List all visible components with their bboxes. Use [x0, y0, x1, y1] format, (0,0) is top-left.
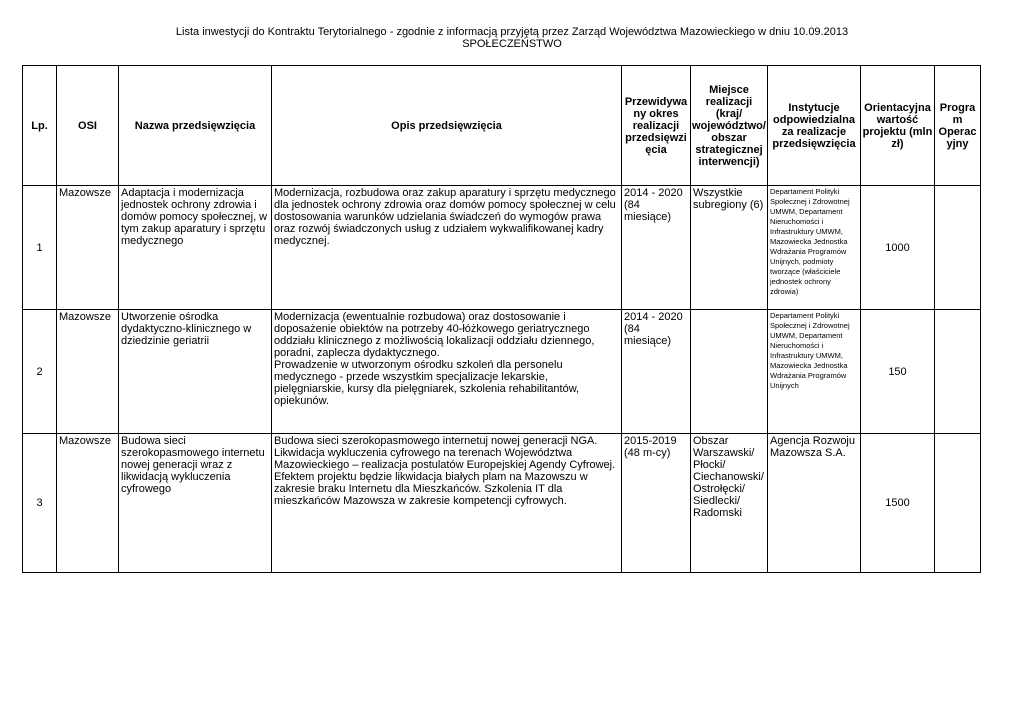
cell-nazwa: Budowa sieci szerokopasmowego internetu nowej generacji wraz z likwidacją wykluczenia cyfrowego: [119, 434, 272, 573]
cell-opis: Modernizacja (ewentualnie rozbudowa) oraz dostosowanie i doposażenie obiektów na potrzeby 40-łóżkowego geriatrycznego oddziału klinicznego z możliwością lokalizacji oddziału dziennego, poradni, zaplecza dydaktycznego. Prowadzenie w utworzonym ośrodku szkoleń dla personelu medycznego - przede wszystkim specjalizacje lekarskie, pielęgniarskie, kursy dla pielęgniarek, szkolenia rehabilitantów, opiekunów.: [272, 310, 622, 434]
cell-lp: 2: [23, 310, 57, 434]
cell-lp: 1: [23, 186, 57, 310]
col-header-lp: Lp.: [23, 66, 57, 186]
document-subtitle: SPOŁECZEŃSTWO: [462, 38, 562, 50]
cell-lp: 3: [23, 434, 57, 573]
col-header-miejsce: Miejsce realizacji (kraj/ województwo/ obszar strategicznej interwencji): [691, 66, 768, 186]
cell-wartosc: 1000: [861, 186, 935, 310]
cell-nazwa: Adaptacja i modernizacja jednostek ochrony zdrowia i domów pomocy społecznej, w tym zakup aparatury i sprzętu medycznego: [119, 186, 272, 310]
col-header-wartosc: Orientacyjna wartość projektu (mln zł): [861, 66, 935, 186]
cell-opis: Budowa sieci szerokopasmowego internetuj nowej generacji NGA. Likwidacja wykluczenia cyfrowego na terenach Województwa Mazowieckiego – realizacja postulatów Europejskiej Agendy Cyfrowej. Efektem projektu będzie likwidacja białych plam na Mazowszu w zakresie braku Internetu dla Mieszkańców. Szkolenia IT dla mieszkańców Mazowsza w zakresie kompetencji cyfrowych.: [272, 434, 622, 573]
cell-wartosc: 150: [861, 310, 935, 434]
cell-miejsce: [691, 310, 768, 434]
cell-okres: 2015-2019 (48 m-cy): [622, 434, 691, 573]
col-header-instytucje: Instytucje odpowiedzialna za realizacje przedsięwzięcia: [768, 66, 861, 186]
cell-okres: 2014 - 2020 (84 miesiące): [622, 310, 691, 434]
investment-table: [22, 65, 981, 573]
cell-osi: Mazowsze: [57, 434, 119, 573]
table-row: [23, 434, 981, 573]
cell-program: [935, 434, 981, 573]
cell-miejsce: Obszar Warszawski/ Płocki/ Ciechanowski/ Ostrołęcki/ Siedlecki/ Radomski: [691, 434, 768, 573]
col-header-opis: Opis przedsięwzięcia: [272, 66, 622, 186]
cell-nazwa: Utworzenie ośrodka dydaktyczno-klinicznego w dziedzinie geriatrii: [119, 310, 272, 434]
col-header-nazwa: Nazwa przedsięwzięcia: [119, 66, 272, 186]
cell-program: [935, 310, 981, 434]
cell-osi: Mazowsze: [57, 310, 119, 434]
col-header-program: Program Operacyjny: [935, 66, 981, 186]
cell-wartosc: 1500: [861, 434, 935, 573]
cell-instytucje: Departament Polityki Społecznej i Zdrowotnej UMWM, Departament Nieruchomości i Infrastruktury UMWM, Mazowiecka Jednostka Wdrażania Programów Unijnych, podmioty tworzące (właściciele jednostek ochrony zdrowia): [768, 186, 861, 310]
cell-miejsce: Wszystkie subregiony (6): [691, 186, 768, 310]
cell-opis: Modernizacja, rozbudowa oraz zakup aparatury i sprzętu medycznego dla jednostek ochrony zdrowia oraz domów pomocy społecznej w celu dostosowania warunków udzielania świadczeń do wymogów prawa oraz rozwój świadczonych usług z udziałem wykwalifikowanej kadry medycznej.: [272, 186, 622, 310]
cell-instytucje: Agencja Rozwoju Mazowsza S.A.: [768, 434, 861, 573]
table-row: [23, 186, 981, 310]
table-row: [23, 310, 981, 434]
table-header-row: [23, 66, 981, 186]
cell-program: [935, 186, 981, 310]
document-title: Lista inwestycji do Kontraktu Terytorialnego - zgodnie z informacją przyjętą przez Zarząd Województwa Mazowieckiego w dniu 10.09.2013: [175, 26, 849, 38]
cell-instytucje: Departament Polityki Społecznej i Zdrowotnej UMWM, Departament Nieruchomości i Infrastruktury UMWM, Mazowiecka Jednostka Wdrażania Programów Unijnych: [768, 310, 861, 434]
col-header-osi: OSI: [57, 66, 119, 186]
cell-okres: 2014 - 2020 (84 miesiące): [622, 186, 691, 310]
cell-osi: Mazowsze: [57, 186, 119, 310]
col-header-okres: Przewidywany okres realizacji przedsięwzięcia: [622, 66, 691, 186]
